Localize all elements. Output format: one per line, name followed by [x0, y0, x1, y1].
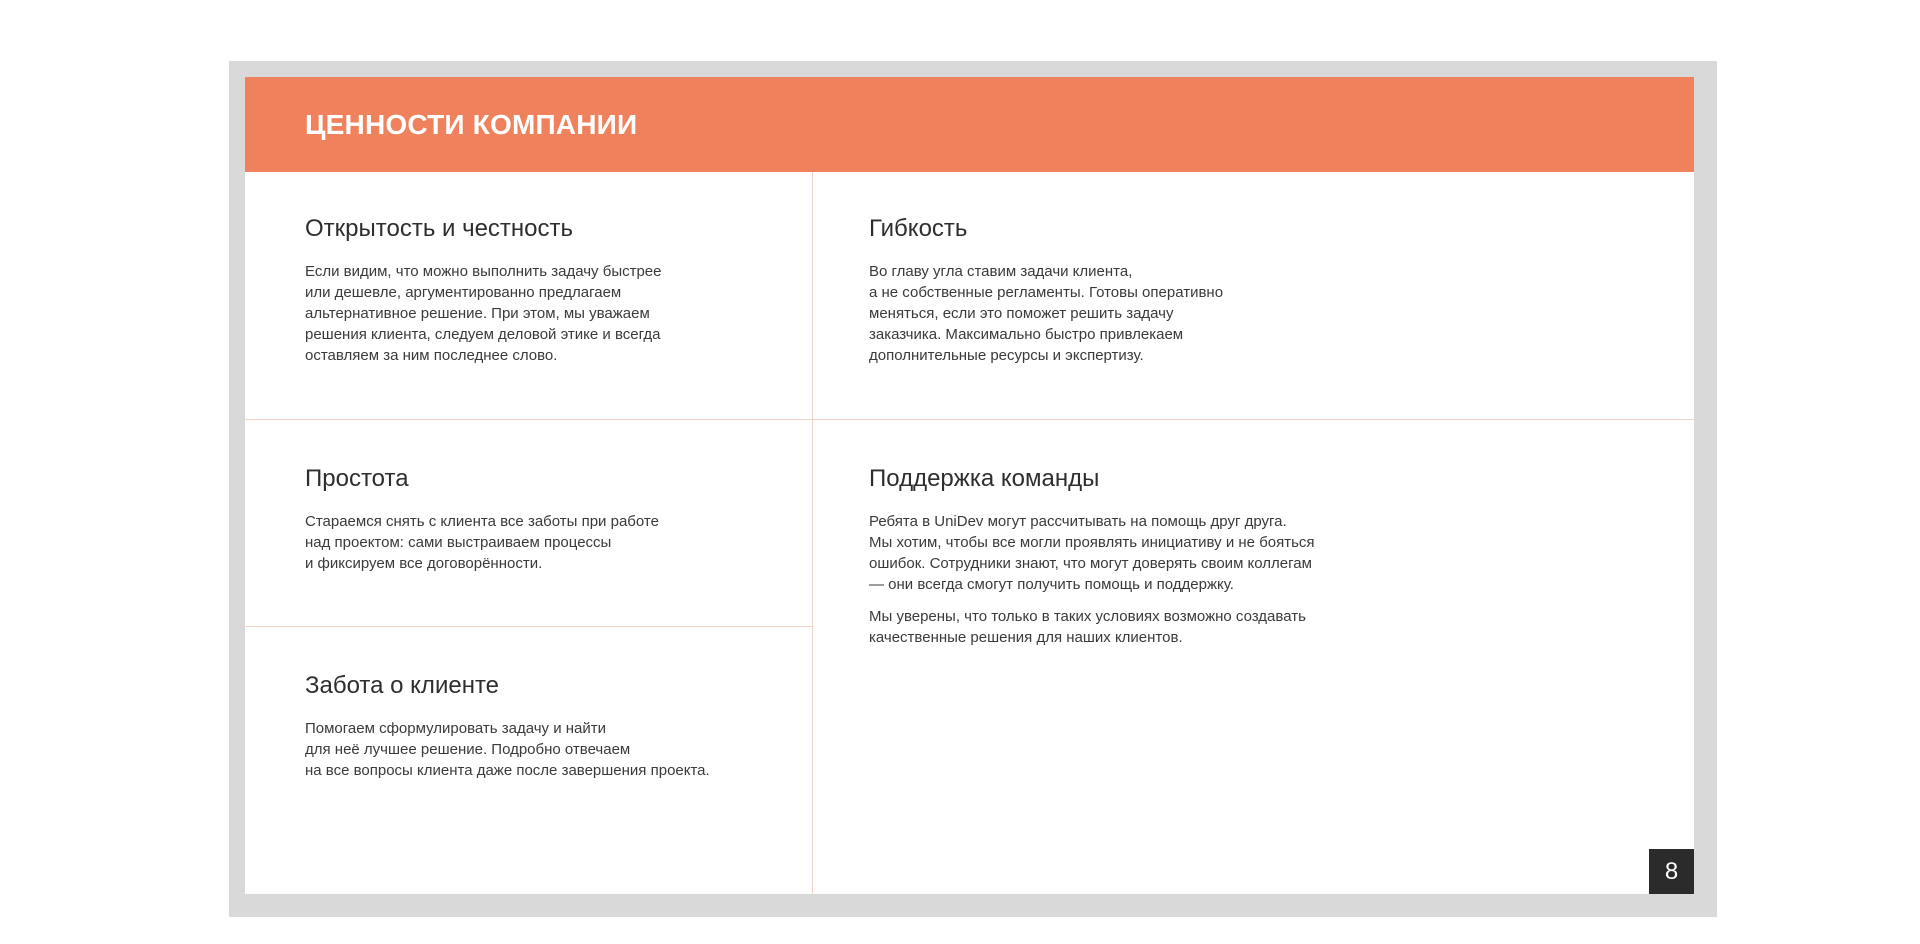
value-heading: Открытость и честность	[305, 215, 574, 242]
horizontal-divider	[245, 419, 1694, 420]
value-block-team-support	[869, 465, 1429, 659]
page-number-badge: 8	[1649, 849, 1694, 894]
value-text: Стараемся снять с клиента все заботы при работе над проектом: сами выстраиваем процессы и фиксируем все договорённости.	[305, 513, 659, 572]
value-heading: Забота о клиенте	[305, 672, 500, 699]
value-text: Во главу угла ставим задачи клиента, а не собственные регламенты. Готовы оперативно меняться, если это поможет решить задачу заказчика. Максимально быстро привлекаем дополнительные ресурсы и экспертизу.	[869, 263, 1224, 364]
slide-title: ЦЕННОСТИ КОМПАНИИ	[305, 109, 638, 140]
horizontal-divider-left	[245, 626, 812, 627]
slide-header	[245, 77, 1694, 172]
slide	[245, 77, 1694, 894]
value-heading: Простота	[305, 465, 409, 492]
value-text: Ребята в UniDev могут рассчитывать на помощь друг друга. Мы хотим, чтобы все могли проявлять инициативу и не бояться ошибок. Сотрудники знают, что могут доверять своим коллегам — они всегда смогут получить помощь и поддержку.	[869, 513, 1315, 593]
value-block-client-care	[305, 672, 775, 792]
value-block-simplicity	[305, 465, 765, 585]
value-text: Мы уверены, что только в таких условиях возможно создавать качественные решения для наших клиентов.	[869, 608, 1306, 646]
value-text: Если видим, что можно выполнить задачу быстрее или дешевле, аргументированно предлагаем альтернативное решение. При этом, мы уважаем решения клиента, следуем деловой этике и всегда оставляем за ним последнее слово.	[305, 263, 662, 364]
value-heading: Поддержка команды	[869, 465, 1100, 492]
value-heading: Гибкость	[869, 215, 968, 242]
value-block-openness	[305, 215, 765, 377]
vertical-divider	[812, 172, 813, 894]
value-text: Помогаем сформулировать задачу и найти для неё лучшее решение. Подробно отвечаем на все вопросы клиента даже после завершения проекта.	[305, 720, 710, 779]
value-block-flexibility	[869, 215, 1429, 377]
slide-frame	[229, 61, 1717, 917]
